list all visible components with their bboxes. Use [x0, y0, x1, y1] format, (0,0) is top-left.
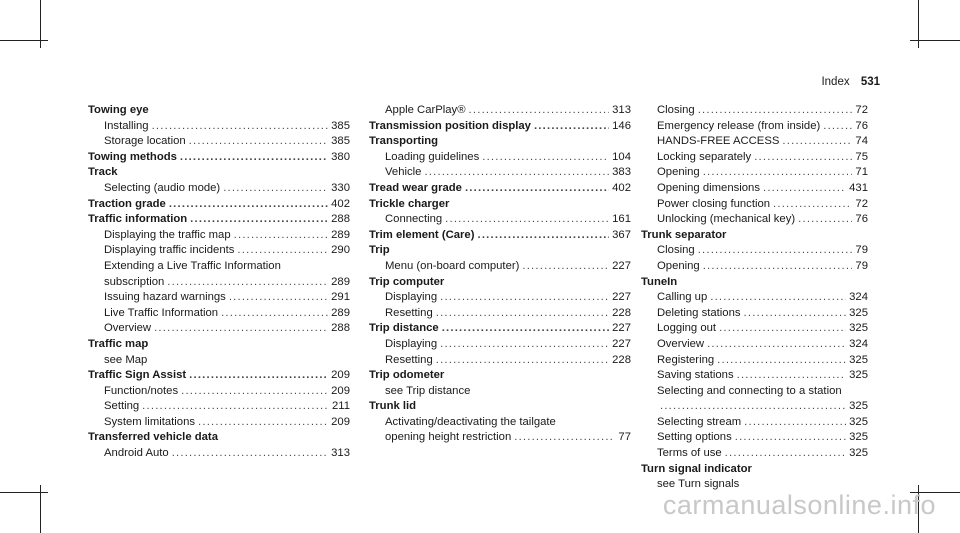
index-subentry — [641, 259, 868, 275]
index-heading — [369, 228, 631, 244]
entry-text: subscription — [104, 275, 165, 288]
index-subentry — [641, 165, 868, 181]
entry-text: HANDS-FREE ACCESS — [657, 135, 780, 148]
dot-leader — [237, 243, 328, 259]
page-ref[interactable]: 288 — [331, 322, 350, 335]
entry-text: Trip distance — [369, 322, 439, 335]
page-ref[interactable]: 385 — [331, 135, 350, 148]
page-ref[interactable]: 402 — [331, 197, 350, 210]
index-subentry: see Trip distance — [385, 384, 471, 397]
entry-text: Displaying — [385, 291, 438, 304]
index-heading — [369, 181, 631, 197]
dot-leader — [440, 337, 609, 353]
dot-leader — [169, 197, 328, 213]
index-subentry — [369, 165, 631, 181]
page-ref[interactable]: 324 — [849, 291, 868, 304]
dot-leader — [445, 212, 609, 228]
page-ref[interactable]: 325 — [849, 431, 868, 444]
page-ref[interactable]: 289 — [331, 275, 350, 288]
dot-leader — [660, 399, 846, 415]
entry-text: Connecting — [385, 213, 443, 226]
index-subentry — [88, 275, 350, 291]
index-heading: Transporting — [369, 135, 439, 148]
page-ref[interactable]: 209 — [331, 384, 350, 397]
watermark: carmanualsonline.info — [662, 490, 936, 520]
index-heading: Transferred vehicle data — [88, 431, 218, 444]
page-ref[interactable]: 72 — [855, 104, 868, 116]
index-subentry — [88, 415, 350, 431]
dot-leader — [465, 181, 609, 197]
page-ref[interactable]: 77 — [618, 431, 631, 444]
dot-leader — [436, 353, 609, 369]
index-subentry: see Turn signals — [657, 478, 740, 491]
entry-text: Installing — [104, 119, 149, 132]
index-heading: Track — [88, 166, 118, 179]
index-heading: Trickle charger — [369, 197, 450, 210]
entry-text: opening height restriction — [385, 431, 512, 444]
entry-text: Opening dimensions — [657, 181, 760, 194]
entry-text: Transmission position display — [369, 119, 531, 132]
index-heading — [88, 212, 350, 228]
index-subentry — [88, 119, 350, 135]
dot-leader — [424, 165, 609, 181]
entry-text: Issuing hazard warnings — [104, 291, 226, 304]
page-number: 531 — [860, 76, 880, 88]
index-subentry — [88, 384, 350, 400]
index-heading: Trip odometer — [369, 369, 445, 382]
entry-text: Setting — [104, 400, 140, 413]
index-subentry — [641, 415, 868, 431]
page-ref[interactable]: 330 — [331, 181, 350, 194]
index-heading — [88, 197, 350, 213]
entry-text: Resetting — [385, 353, 433, 366]
page-ref[interactable]: 228 — [612, 353, 631, 366]
dot-leader — [469, 103, 610, 119]
index-subentry — [369, 212, 631, 228]
dot-leader — [707, 337, 846, 353]
entry-text: Overview — [104, 322, 152, 335]
entry-text: Traction grade — [88, 197, 166, 210]
index-subentry: Selecting and connecting to a station — [657, 384, 842, 397]
page-ref[interactable]: 324 — [849, 337, 868, 350]
entry-text: Live Traffic Information — [104, 306, 219, 319]
page-ref[interactable]: 74 — [855, 135, 868, 148]
page-ref[interactable]: 79 — [855, 244, 868, 257]
index-subentry — [88, 134, 350, 150]
dot-leader — [698, 103, 853, 119]
entry-text: Terms of use — [657, 447, 722, 460]
index-subentry — [641, 337, 868, 353]
dot-leader — [703, 165, 853, 181]
index-subentry — [88, 228, 350, 244]
page-ref[interactable]: 431 — [849, 181, 868, 194]
page-ref[interactable]: 325 — [849, 400, 868, 413]
index-subentry — [641, 150, 868, 166]
page-ref[interactable]: 325 — [849, 415, 868, 428]
page-ref[interactable]: 76 — [855, 119, 868, 132]
page-ref[interactable]: 211 — [331, 400, 350, 413]
entry-text: Trim element (Care) — [369, 228, 475, 241]
crop-mark-bottom-left-h — [0, 492, 48, 493]
page-ref[interactable]: 209 — [331, 369, 350, 382]
index-subentry — [641, 321, 868, 337]
index-subentry — [88, 243, 350, 259]
page-ref[interactable]: 367 — [612, 228, 631, 241]
entry-text: Storage location — [104, 135, 186, 148]
entry-text: Calling up — [657, 291, 708, 304]
section-title: Index — [821, 76, 850, 88]
index-subentry — [88, 321, 350, 337]
dot-leader — [534, 119, 609, 135]
index-subentry — [369, 306, 631, 322]
entry-text: Emergency release (from inside) — [657, 119, 821, 132]
index-subentry — [641, 212, 868, 228]
index-subentry — [369, 337, 631, 353]
dot-leader — [152, 119, 329, 135]
page-ref[interactable]: 79 — [855, 259, 868, 272]
entry-text: System limitations — [104, 415, 196, 428]
index-heading: Trip computer — [369, 275, 445, 288]
index-subentry — [641, 399, 868, 415]
index-subentry — [641, 368, 868, 384]
entry-text: Traffic information — [88, 213, 188, 226]
index-subentry: see Map — [104, 353, 148, 366]
entry-text: Closing — [657, 244, 695, 257]
page-ref[interactable]: 290 — [331, 244, 350, 257]
dot-leader — [189, 368, 328, 384]
page-ref[interactable]: 289 — [331, 306, 350, 319]
dot-leader — [782, 134, 852, 150]
index-subentry — [88, 290, 350, 306]
dot-leader — [725, 446, 846, 462]
index-subentry — [88, 399, 350, 415]
index-subentry — [641, 134, 868, 150]
page-ref[interactable]: 325 — [849, 369, 868, 382]
index-column-2 — [369, 103, 631, 446]
index-subentry — [369, 150, 631, 166]
dot-leader — [737, 368, 847, 384]
page-ref[interactable]: 227 — [612, 337, 631, 350]
dot-leader — [181, 384, 328, 400]
entry-text: Displaying traffic incidents — [104, 244, 235, 257]
entry-text: Resetting — [385, 306, 433, 319]
entry-text: Setting options — [657, 431, 732, 444]
page-ref[interactable]: 325 — [849, 447, 868, 460]
index-subentry — [369, 103, 631, 119]
index-subentry — [369, 290, 631, 306]
index-subentry — [88, 181, 350, 197]
page-ref[interactable]: 313 — [612, 104, 631, 116]
index-subentry — [88, 306, 350, 322]
dot-leader — [754, 150, 852, 166]
dot-leader — [221, 306, 328, 322]
page-ref[interactable]: 71 — [855, 166, 868, 179]
dot-leader — [167, 275, 328, 291]
page-ref[interactable]: 325 — [849, 306, 868, 319]
dot-leader — [198, 415, 328, 431]
page-ref[interactable]: 325 — [849, 353, 868, 366]
dot-leader — [223, 181, 328, 197]
dot-leader — [154, 321, 328, 337]
index-subentry — [88, 446, 350, 462]
dot-leader — [522, 259, 609, 275]
entry-text: Selecting (audio mode) — [104, 181, 221, 194]
entry-text: Displaying — [385, 337, 438, 350]
dot-leader — [703, 259, 853, 275]
dot-leader — [189, 134, 328, 150]
dot-leader — [436, 306, 609, 322]
index-column-3 — [641, 103, 868, 493]
index-heading: Trunk lid — [369, 400, 417, 413]
index-heading — [369, 119, 631, 135]
index-heading: Trip — [369, 244, 390, 257]
dot-leader — [190, 212, 328, 228]
entry-text: Locking separately — [657, 150, 752, 163]
page-ref[interactable]: 402 — [612, 181, 631, 194]
entry-text: Traffic Sign Assist — [88, 369, 187, 382]
index-subentry — [369, 430, 631, 446]
dot-leader — [719, 321, 846, 337]
dot-leader — [180, 150, 328, 166]
page-header — [821, 76, 880, 88]
dot-leader — [142, 399, 329, 415]
dot-leader — [229, 290, 328, 306]
dot-leader — [773, 197, 852, 213]
entry-text: Saving stations — [657, 369, 734, 382]
entry-text: Overview — [657, 337, 705, 350]
dot-leader — [717, 353, 846, 369]
dot-leader — [744, 415, 846, 431]
page-ref[interactable]: 289 — [331, 228, 350, 241]
dot-leader — [823, 119, 852, 135]
dot-leader — [442, 321, 609, 337]
page-ref[interactable]: 385 — [331, 119, 350, 132]
dot-leader — [698, 243, 853, 259]
index-subentry — [641, 103, 868, 119]
entry-text: Unlocking (mechanical key) — [657, 213, 796, 226]
page-ref[interactable]: 313 — [331, 447, 350, 460]
index-subentry — [641, 181, 868, 197]
entry-text: Menu (on-board computer) — [385, 259, 520, 272]
crop-mark-top-left-h — [0, 40, 48, 41]
page-ref[interactable]: 288 — [331, 213, 350, 226]
index-heading — [88, 150, 350, 166]
page-ref[interactable]: 161 — [612, 213, 631, 226]
page-ref[interactable]: 76 — [855, 213, 868, 226]
dot-leader — [798, 212, 852, 228]
page-ref[interactable]: 227 — [612, 291, 631, 304]
entry-text: Opening — [657, 259, 700, 272]
index-subentry — [641, 430, 868, 446]
index-subentry — [369, 353, 631, 369]
index-column-1 — [88, 103, 350, 462]
entry-text: Closing — [657, 104, 695, 116]
entry-text: Vehicle — [385, 166, 422, 179]
index-subentry — [641, 119, 868, 135]
page-ref[interactable]: 291 — [331, 291, 350, 304]
entry-text: Deleting stations — [657, 306, 741, 319]
entry-text: Android Auto — [104, 447, 169, 460]
page-ref[interactable]: 383 — [612, 166, 631, 179]
dot-leader — [735, 430, 846, 446]
page-ref[interactable]: 325 — [849, 322, 868, 335]
entry-text: Tread wear grade — [369, 181, 462, 194]
index-subentry — [641, 353, 868, 369]
page-ref[interactable]: 75 — [855, 150, 868, 163]
dot-leader — [710, 290, 846, 306]
entry-text: Selecting stream — [657, 415, 742, 428]
index-subentry — [641, 306, 868, 322]
index-subentry — [641, 197, 868, 213]
entry-text: Displaying the traffic map — [104, 228, 231, 241]
index-subentry: Activating/deactivating the tailgate — [385, 415, 556, 428]
crop-mark-top-right-h — [910, 40, 960, 41]
index-heading: Towing eye — [88, 104, 149, 116]
page-ref[interactable]: 104 — [612, 150, 631, 163]
page-ref[interactable]: 209 — [331, 415, 350, 428]
dot-leader — [172, 446, 328, 462]
entry-text: Logging out — [657, 322, 717, 335]
dot-leader — [763, 181, 846, 197]
index-heading: Turn signal indicator — [641, 462, 752, 475]
dot-leader — [234, 228, 329, 244]
page-ref[interactable]: 227 — [612, 259, 631, 272]
entry-text: Power closing function — [657, 197, 771, 210]
index-subentry — [641, 446, 868, 462]
index-subentry — [641, 243, 868, 259]
entry-text: Apple CarPlay® — [385, 104, 466, 116]
page-ref[interactable]: 227 — [612, 322, 631, 335]
entry-text: Towing methods — [88, 150, 177, 163]
dot-leader — [477, 228, 609, 244]
page-ref[interactable]: 72 — [855, 197, 868, 210]
dot-leader — [744, 306, 847, 322]
index-heading — [369, 321, 631, 337]
dot-leader — [482, 150, 609, 166]
page-ref[interactable]: 228 — [612, 306, 631, 319]
index-subentry: Extending a Live Traffic Information — [104, 259, 281, 272]
dot-leader — [514, 430, 615, 446]
entry-text: Loading guidelines — [385, 150, 480, 163]
dot-leader — [440, 290, 609, 306]
page-ref[interactable]: 380 — [331, 150, 350, 163]
index-heading: TuneIn — [641, 275, 678, 288]
index-heading: Trunk separator — [641, 228, 727, 241]
index-heading — [88, 368, 350, 384]
page-ref[interactable]: 146 — [612, 119, 631, 132]
index-heading: Traffic map — [88, 337, 149, 350]
index-subentry — [369, 259, 631, 275]
index-subentry — [641, 290, 868, 306]
entry-text: Function/notes — [104, 384, 179, 397]
entry-text: Opening — [657, 166, 700, 179]
entry-text: Registering — [657, 353, 715, 366]
